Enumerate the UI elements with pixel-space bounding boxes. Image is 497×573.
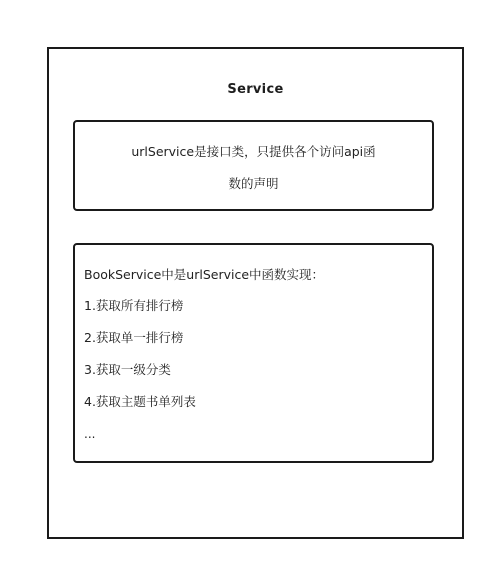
more-items-ellipsis: ... xyxy=(84,427,96,441)
interface-description-line-2: 数的声明 xyxy=(228,176,279,191)
function-item: 3.获取一级分类 xyxy=(84,362,171,377)
service-title: Service xyxy=(227,82,284,97)
interface-box xyxy=(73,120,434,211)
interface-description xyxy=(91,136,416,200)
function-item: 4.获取主题书单列表 xyxy=(84,394,196,409)
interface-description-line-1: urlService是接口类，只提供各个访问api函 xyxy=(131,144,376,159)
function-list xyxy=(84,297,196,425)
implementation-box xyxy=(73,243,434,463)
function-item: 1.获取所有排行榜 xyxy=(84,298,184,313)
implementation-heading: BookService中是urlService中函数实现： xyxy=(84,267,325,282)
function-item: 2.获取单一排行榜 xyxy=(84,330,184,345)
service-container xyxy=(47,47,464,539)
